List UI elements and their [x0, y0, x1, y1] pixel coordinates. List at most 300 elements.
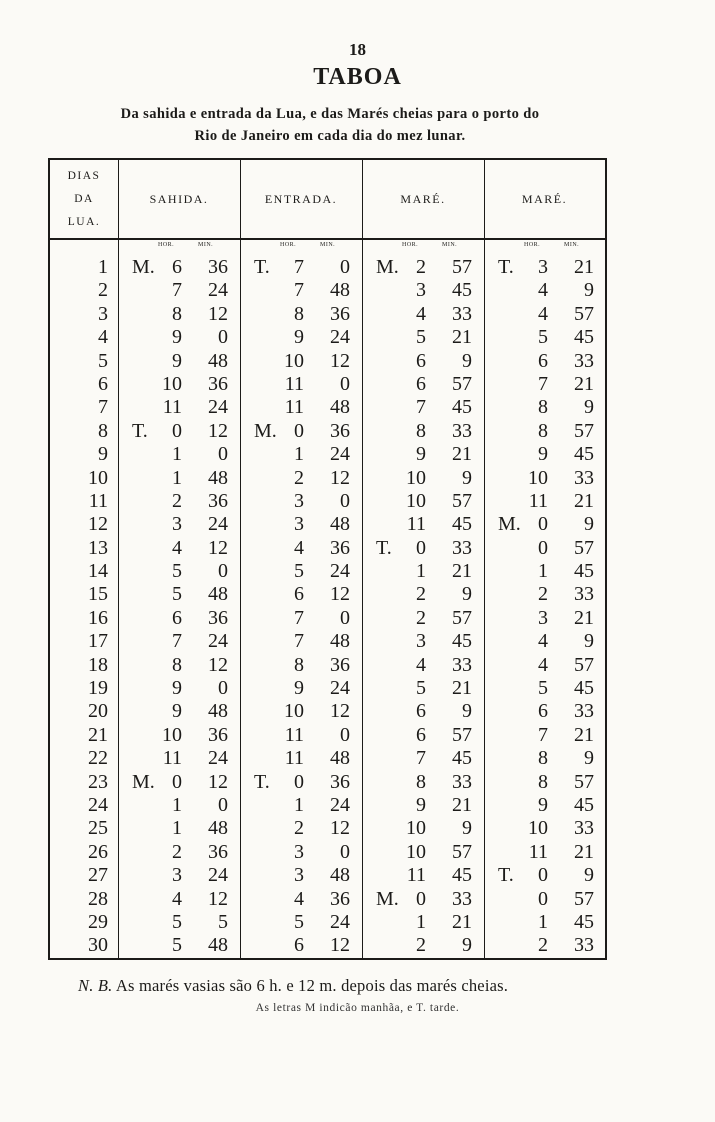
day-cell: 18 — [88, 653, 108, 676]
sahida-minute: 0 — [218, 443, 228, 466]
mare1-hour: 3 — [416, 630, 426, 653]
entrada-hour: 11 — [284, 396, 304, 419]
header-mare-1: MARÉ. — [400, 191, 446, 206]
mare2-hour: 7 — [538, 723, 548, 746]
sahida-hour: 2 — [172, 840, 182, 863]
mare1-hour: 7 — [416, 396, 426, 419]
sahida-hour: 1 — [172, 466, 182, 489]
mare1-minute: 45 — [452, 747, 472, 770]
sahida-minute: 36 — [208, 606, 228, 629]
mare1-hour: 3 — [416, 279, 426, 302]
mare2-minute: 57 — [574, 887, 594, 910]
table-row — [50, 677, 605, 700]
sahida-hour: 9 — [172, 349, 182, 372]
entrada-minute: 48 — [330, 396, 350, 419]
mare1-hour: 9 — [416, 793, 426, 816]
entrada-hour: 11 — [284, 723, 304, 746]
page-title: TABOA — [313, 64, 402, 90]
day-cell: 8 — [98, 419, 108, 442]
day-cell: 25 — [88, 817, 108, 840]
sahida-hour: 8 — [172, 302, 182, 325]
sahida-hour: 1 — [172, 443, 182, 466]
sahida-hour: 6 — [172, 606, 182, 629]
mare2-minute: 33 — [574, 583, 594, 606]
sahida-hour: 4 — [172, 536, 182, 559]
mare2-period: T. — [498, 256, 514, 278]
sahida-hour: 8 — [172, 653, 182, 676]
subheader-min: MIN. — [320, 242, 336, 248]
mare2-minute: 45 — [574, 677, 594, 700]
sahida-minute: 48 — [208, 700, 228, 723]
mare2-hour: 7 — [538, 372, 548, 395]
sahida-minute: 48 — [208, 583, 228, 606]
day-cell: 6 — [98, 372, 108, 395]
mare1-minute: 9 — [462, 583, 472, 606]
table-row — [50, 373, 605, 396]
mare2-minute: 21 — [574, 840, 594, 863]
mare2-hour: 6 — [538, 700, 548, 723]
header-dias-line: DA — [74, 192, 94, 205]
entrada-minute: 48 — [330, 513, 350, 536]
table-row — [50, 256, 605, 279]
entrada-minute: 12 — [330, 700, 350, 723]
sahida-period: M. — [132, 770, 155, 793]
header-dias-line: DIAS — [67, 169, 101, 182]
subheader-min: MIN. — [198, 242, 214, 248]
mare2-minute: 9 — [584, 864, 594, 887]
mare2-hour: 11 — [528, 840, 548, 863]
footnote-nb: N. B. — [78, 976, 113, 995]
sahida-minute: 0 — [218, 677, 228, 700]
table-row — [50, 841, 605, 864]
entrada-minute: 24 — [330, 560, 350, 583]
table-row — [50, 350, 605, 373]
entrada-hour: 11 — [284, 372, 304, 395]
entrada-hour: 3 — [294, 840, 304, 863]
mare1-hour: 6 — [416, 723, 426, 746]
day-cell: 10 — [88, 466, 108, 489]
table-row — [50, 513, 605, 536]
table-body — [50, 256, 605, 958]
entrada-hour: 10 — [284, 700, 304, 723]
mare1-minute: 21 — [452, 677, 472, 700]
entrada-hour: 7 — [294, 256, 304, 278]
mare2-period: M. — [498, 513, 521, 536]
mare2-hour: 8 — [538, 419, 548, 442]
subheader-hor: HOR. — [158, 242, 175, 248]
mare1-minute: 45 — [452, 396, 472, 419]
mare1-minute: 33 — [452, 302, 472, 325]
mare2-minute: 33 — [574, 817, 594, 840]
sahida-minute: 12 — [208, 770, 228, 793]
day-cell: 17 — [88, 630, 108, 653]
table-row — [50, 934, 605, 957]
sahida-period: T. — [132, 419, 148, 442]
entrada-hour: 8 — [294, 302, 304, 325]
mare1-hour: 11 — [406, 513, 426, 536]
day-cell: 4 — [98, 326, 108, 349]
sahida-minute: 0 — [218, 326, 228, 349]
table-row — [50, 607, 605, 630]
table-subtitle — [50, 103, 610, 147]
day-cell: 23 — [88, 770, 108, 793]
entrada-hour: 3 — [294, 864, 304, 887]
mare2-hour: 9 — [538, 443, 548, 466]
mare2-hour: 8 — [538, 396, 548, 419]
subtitle-line-2: Rio de Janeiro em cada dia do mez lunar. — [194, 128, 466, 144]
mare1-minute: 57 — [452, 723, 472, 746]
sahida-minute: 48 — [208, 349, 228, 372]
entrada-minute: 48 — [330, 747, 350, 770]
mare1-hour: 10 — [406, 840, 426, 863]
entrada-hour: 8 — [294, 653, 304, 676]
mare2-hour: 4 — [538, 279, 548, 302]
day-cell: 30 — [88, 934, 108, 957]
mare2-minute: 9 — [584, 513, 594, 536]
mare2-minute: 9 — [584, 279, 594, 302]
sahida-hour: 0 — [172, 419, 182, 442]
mare2-minute: 9 — [584, 630, 594, 653]
mare2-minute: 21 — [574, 372, 594, 395]
table-row — [50, 888, 605, 911]
entrada-minute: 0 — [340, 606, 350, 629]
entrada-hour: 3 — [294, 513, 304, 536]
sahida-minute: 5 — [218, 910, 228, 933]
sahida-hour: 10 — [162, 372, 182, 395]
mare2-hour: 3 — [538, 256, 548, 278]
sahida-minute: 24 — [208, 864, 228, 887]
sahida-minute: 12 — [208, 653, 228, 676]
sahida-hour: 4 — [172, 887, 182, 910]
mare1-minute: 33 — [452, 887, 472, 910]
header-mare-2: MARÉ. — [521, 191, 568, 206]
sahida-hour: 9 — [172, 326, 182, 349]
sahida-minute: 36 — [208, 372, 228, 395]
sahida-minute: 0 — [218, 793, 228, 816]
mare2-hour: 8 — [538, 770, 548, 793]
mare2-hour: 2 — [538, 583, 548, 606]
mare2-hour: 5 — [538, 326, 548, 349]
subheader-hor: HOR. — [524, 242, 541, 248]
mare1-minute: 9 — [462, 934, 472, 957]
mare2-minute: 9 — [584, 396, 594, 419]
mare2-hour: 8 — [538, 747, 548, 770]
subheader-hor: HOR. — [402, 242, 419, 248]
mare1-hour: 9 — [416, 443, 426, 466]
mare1-minute: 9 — [462, 817, 472, 840]
sahida-minute: 12 — [208, 419, 228, 442]
mare1-minute: 45 — [452, 864, 472, 887]
mare2-minute: 45 — [574, 560, 594, 583]
sahida-minute: 12 — [208, 536, 228, 559]
entrada-minute: 36 — [330, 887, 350, 910]
mare2-minute: 33 — [574, 934, 594, 957]
entrada-period: T. — [254, 256, 270, 278]
entrada-hour: 11 — [284, 747, 304, 770]
day-cell: 14 — [88, 560, 108, 583]
day-cell: 5 — [98, 349, 108, 372]
table-row — [50, 560, 605, 583]
mare1-hour: 1 — [416, 910, 426, 933]
table-row — [50, 490, 605, 513]
mare2-minute: 45 — [574, 793, 594, 816]
sahida-hour: 9 — [172, 700, 182, 723]
entrada-minute: 36 — [330, 536, 350, 559]
mare1-hour: 2 — [416, 934, 426, 957]
sahida-hour: 7 — [172, 630, 182, 653]
mare1-hour: 4 — [416, 653, 426, 676]
table-row — [50, 630, 605, 653]
mare1-minute: 9 — [462, 700, 472, 723]
entrada-hour: 5 — [294, 910, 304, 933]
entrada-hour: 0 — [294, 770, 304, 793]
footnote — [78, 976, 508, 996]
entrada-minute: 12 — [330, 466, 350, 489]
entrada-minute: 48 — [330, 864, 350, 887]
mare1-hour: 10 — [406, 817, 426, 840]
mare2-hour: 2 — [538, 934, 548, 957]
mare2-hour: 3 — [538, 606, 548, 629]
table-row — [50, 467, 605, 490]
mare1-hour: 6 — [416, 700, 426, 723]
entrada-minute: 24 — [330, 677, 350, 700]
entrada-hour: 0 — [294, 419, 304, 442]
sahida-hour: 1 — [172, 793, 182, 816]
sahida-hour: 11 — [162, 396, 182, 419]
mare2-minute: 45 — [574, 443, 594, 466]
entrada-minute: 48 — [330, 630, 350, 653]
footnote-text: As marés vasias são 6 h. e 12 m. depois das marés cheias. — [115, 976, 509, 995]
mare2-minute: 57 — [574, 536, 594, 559]
entrada-hour: 2 — [294, 466, 304, 489]
sahida-hour: 11 — [162, 747, 182, 770]
mare1-minute: 33 — [452, 770, 472, 793]
sahida-minute: 36 — [208, 840, 228, 863]
mare1-minute: 33 — [452, 653, 472, 676]
mare1-hour: 11 — [406, 864, 426, 887]
header-rule — [50, 238, 605, 240]
table-row — [50, 911, 605, 934]
sahida-hour: 3 — [172, 864, 182, 887]
entrada-hour: 4 — [294, 536, 304, 559]
mare1-hour: 6 — [416, 349, 426, 372]
entrada-minute: 0 — [340, 256, 350, 278]
sahida-minute: 0 — [218, 560, 228, 583]
subheader-min: MIN. — [442, 242, 458, 248]
day-cell: 19 — [88, 677, 108, 700]
day-cell: 26 — [88, 840, 108, 863]
entrada-minute: 12 — [330, 583, 350, 606]
header-dias — [50, 160, 118, 238]
mare1-minute: 57 — [452, 606, 472, 629]
table-row — [50, 700, 605, 723]
day-cell: 12 — [88, 513, 108, 536]
table-row — [50, 420, 605, 443]
mare1-minute: 57 — [452, 840, 472, 863]
sahida-minute: 48 — [208, 817, 228, 840]
entrada-hour: 9 — [294, 326, 304, 349]
day-cell: 13 — [88, 536, 108, 559]
mare2-hour: 0 — [538, 864, 548, 887]
entrada-minute: 36 — [330, 419, 350, 442]
mare1-hour: 10 — [406, 489, 426, 512]
mare1-minute: 45 — [452, 630, 472, 653]
mare2-minute: 9 — [584, 747, 594, 770]
mare1-hour: 2 — [416, 256, 426, 278]
entrada-hour: 4 — [294, 887, 304, 910]
mare2-hour: 10 — [528, 466, 548, 489]
entrada-minute: 36 — [330, 653, 350, 676]
header-entrada: ENTRADA. — [264, 191, 338, 206]
day-cell: 2 — [98, 279, 108, 302]
table-row — [50, 443, 605, 466]
mare1-period: M. — [376, 887, 399, 910]
entrada-hour: 2 — [294, 817, 304, 840]
table-row — [50, 396, 605, 419]
mare1-hour: 2 — [416, 583, 426, 606]
entrada-period: M. — [254, 419, 277, 442]
mare2-minute: 21 — [574, 723, 594, 746]
day-cell: 7 — [98, 396, 108, 419]
mare1-hour: 4 — [416, 302, 426, 325]
sahida-minute: 12 — [208, 302, 228, 325]
day-cell: 22 — [88, 747, 108, 770]
sahida-minute: 12 — [208, 887, 228, 910]
mare1-minute: 21 — [452, 443, 472, 466]
day-cell: 28 — [88, 887, 108, 910]
mare2-hour: 0 — [538, 887, 548, 910]
sahida-hour: 6 — [172, 256, 182, 278]
sahida-minute: 48 — [208, 466, 228, 489]
mare2-minute: 33 — [574, 466, 594, 489]
sahida-hour: 7 — [172, 279, 182, 302]
mare1-hour: 2 — [416, 606, 426, 629]
sahida-period: M. — [132, 256, 155, 278]
mare1-minute: 33 — [452, 536, 472, 559]
mare1-minute: 57 — [452, 256, 472, 278]
mare2-minute: 33 — [574, 700, 594, 723]
mare1-minute: 9 — [462, 349, 472, 372]
mare2-hour: 0 — [538, 513, 548, 536]
mare2-hour: 9 — [538, 793, 548, 816]
mare1-period: M. — [376, 256, 399, 278]
subtitle-line-1: Da sahida e entrada da Lua, e das Marés cheias para o porto do — [120, 106, 540, 122]
table-row — [50, 583, 605, 606]
mare2-hour: 10 — [528, 817, 548, 840]
entrada-minute: 0 — [340, 489, 350, 512]
mare1-hour: 0 — [416, 536, 426, 559]
entrada-minute: 12 — [330, 934, 350, 957]
table-row — [50, 326, 605, 349]
mare2-hour: 4 — [538, 630, 548, 653]
subheader-min: MIN. — [564, 242, 580, 248]
day-cell: 15 — [88, 583, 108, 606]
mare2-hour: 0 — [538, 536, 548, 559]
mare2-period: T. — [498, 864, 514, 887]
mare1-minute: 45 — [452, 279, 472, 302]
mare1-minute: 57 — [452, 372, 472, 395]
table-row — [50, 817, 605, 840]
sahida-hour: 3 — [172, 513, 182, 536]
sahida-hour: 5 — [172, 560, 182, 583]
entrada-hour: 1 — [294, 793, 304, 816]
mare2-minute: 21 — [574, 256, 594, 278]
sahida-minute: 24 — [208, 630, 228, 653]
mare1-minute: 21 — [452, 560, 472, 583]
table-row — [50, 864, 605, 887]
sahida-hour: 9 — [172, 677, 182, 700]
sahida-hour: 10 — [162, 723, 182, 746]
entrada-hour: 6 — [294, 934, 304, 957]
sahida-minute: 24 — [208, 279, 228, 302]
mare2-hour: 5 — [538, 677, 548, 700]
day-cell: 11 — [88, 489, 108, 512]
entrada-hour: 7 — [294, 606, 304, 629]
entrada-minute: 36 — [330, 770, 350, 793]
sahida-hour: 1 — [172, 817, 182, 840]
day-cell: 16 — [88, 606, 108, 629]
sahida-minute: 36 — [208, 256, 228, 278]
entrada-minute: 12 — [330, 817, 350, 840]
mare1-hour: 1 — [416, 560, 426, 583]
sahida-hour: 5 — [172, 910, 182, 933]
mare2-minute: 21 — [574, 606, 594, 629]
entrada-minute: 0 — [340, 723, 350, 746]
mare2-minute: 21 — [574, 489, 594, 512]
mare2-hour: 6 — [538, 349, 548, 372]
day-cell: 1 — [98, 256, 108, 278]
sahida-hour: 2 — [172, 489, 182, 512]
mare2-hour: 1 — [538, 910, 548, 933]
day-cell: 24 — [88, 793, 108, 816]
mare2-minute: 45 — [574, 326, 594, 349]
entrada-hour: 10 — [284, 349, 304, 372]
table-row — [50, 724, 605, 747]
entrada-hour: 3 — [294, 489, 304, 512]
day-cell: 29 — [88, 910, 108, 933]
entrada-minute: 24 — [330, 443, 350, 466]
day-cell: 27 — [88, 864, 108, 887]
day-cell: 3 — [98, 302, 108, 325]
footnote-legend: As letras M indicão manhãa, e T. tarde. — [255, 1002, 460, 1014]
entrada-minute: 12 — [330, 349, 350, 372]
mare1-hour: 5 — [416, 326, 426, 349]
mare2-hour: 4 — [538, 653, 548, 676]
sahida-minute: 36 — [208, 723, 228, 746]
mare1-minute: 21 — [452, 910, 472, 933]
entrada-minute: 24 — [330, 910, 350, 933]
subheader-hor: HOR. — [280, 242, 297, 248]
mare1-minute: 21 — [452, 793, 472, 816]
mare2-minute: 57 — [574, 653, 594, 676]
sahida-minute: 48 — [208, 934, 228, 957]
tide-table — [48, 158, 607, 960]
sahida-hour: 0 — [172, 770, 182, 793]
mare1-hour: 6 — [416, 372, 426, 395]
day-cell: 20 — [88, 700, 108, 723]
mare1-hour: 7 — [416, 747, 426, 770]
table-row — [50, 654, 605, 677]
table-row — [50, 747, 605, 770]
day-cell: 21 — [88, 723, 108, 746]
header-dias-line: LUA. — [67, 215, 101, 228]
table-row — [50, 303, 605, 326]
mare1-hour: 0 — [416, 887, 426, 910]
sahida-hour: 5 — [172, 583, 182, 606]
entrada-hour: 5 — [294, 560, 304, 583]
entrada-hour: 6 — [294, 583, 304, 606]
mare1-minute: 45 — [452, 513, 472, 536]
